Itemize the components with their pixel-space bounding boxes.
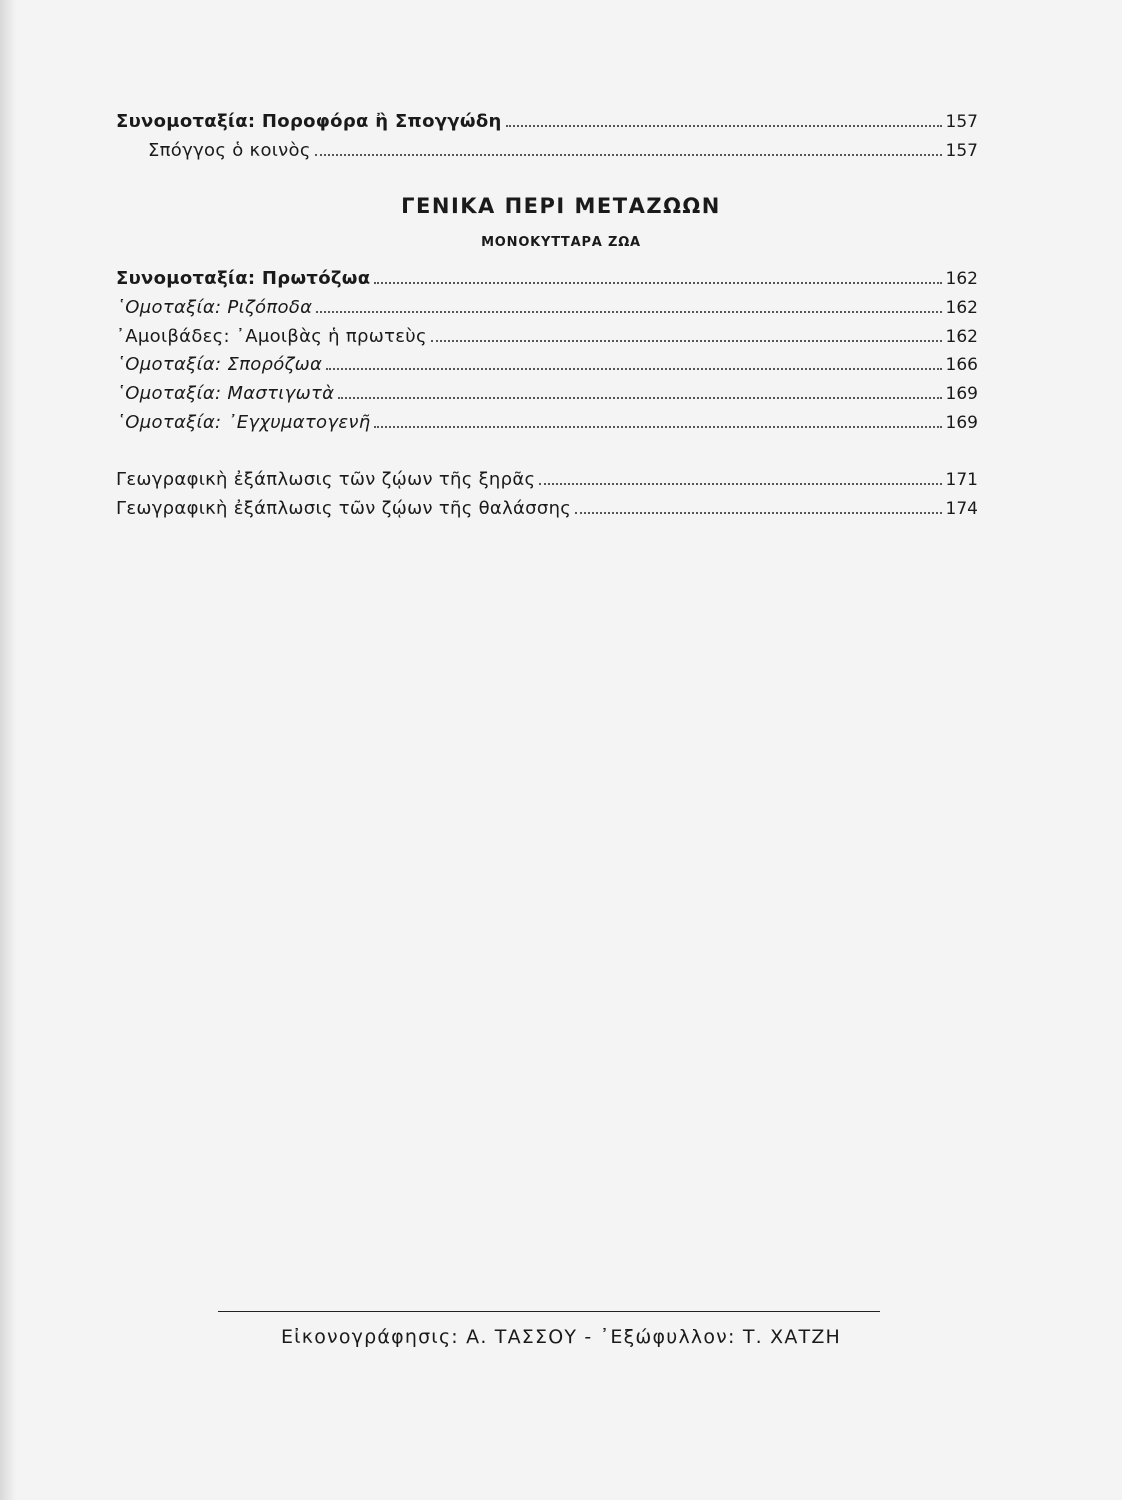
- toc-entry-label: Γεωγραφικὴ ἐξάπλωσις τῶν ζῴων τῆς θαλάσσης: [116, 498, 572, 519]
- illustration-credits: Εἰκονογράφησις: Α. ΤΑΣΣΟΥ - ᾿Εξώφυλλον: Τ. ΧΑΤΖΗ: [280, 1326, 842, 1348]
- dot-leader: [506, 125, 942, 127]
- toc-entry-label: Συνομοταξία: Πρωτόζωα: [116, 268, 371, 289]
- toc-entry-label: ῾Ομοταξία: Σπορόζωα: [116, 354, 323, 375]
- toc-entry-page: 162: [945, 269, 978, 289]
- dot-leader: [431, 340, 942, 342]
- dot-leader: [539, 483, 941, 485]
- toc-entry[interactable]: [116, 296, 978, 320]
- toc-entry[interactable]: [116, 325, 978, 349]
- toc-entry-label: ᾿Αμοιβάδες: ᾿Αμοιβὰς ἡ πρωτεὺς: [116, 326, 427, 347]
- toc-entry[interactable]: [116, 110, 978, 134]
- toc-entry[interactable]: [116, 468, 978, 492]
- toc-entry-label: Γεωγραφικὴ ἐξάπλωσις τῶν ζῴων τῆς ξηρᾶς: [116, 469, 536, 490]
- toc-entry-page: 169: [945, 413, 978, 433]
- toc-entry[interactable]: [148, 139, 978, 163]
- toc-entry-page: 171: [945, 470, 978, 490]
- page-edge-shadow: [0, 0, 16, 1500]
- dot-leader: [326, 368, 941, 370]
- toc-entry[interactable]: [116, 497, 978, 521]
- toc-entry-label: Σπόγγος ὁ κοινὸς: [148, 140, 311, 161]
- toc-entry-page: 174: [945, 499, 978, 519]
- dot-leader: [316, 311, 941, 313]
- toc-entry[interactable]: [116, 353, 978, 377]
- toc-entry-label: ῾Ομοταξία: Μαστιγωτὰ: [116, 383, 335, 404]
- toc-entry-page: 169: [945, 384, 978, 404]
- toc-entry-label: Συνομοταξία: Πορoφόρα ἢ Σπογγώδη: [116, 111, 502, 132]
- toc-entry[interactable]: [116, 411, 978, 435]
- toc-entry-page: 157: [945, 141, 978, 161]
- toc-entry-page: 162: [945, 327, 978, 347]
- toc-entry[interactable]: [116, 382, 978, 406]
- toc-entry-label: ῾Ομοταξία: ᾿Εγχυματογενῆ: [116, 412, 371, 433]
- dot-leader: [575, 512, 941, 514]
- toc-entry-page: 157: [945, 112, 978, 132]
- section-heading: ΓΕΝΙΚΑ ΠΕΡΙ ΜΕΤΑΖΩΩΝ: [401, 194, 721, 218]
- credits-divider: [218, 1311, 880, 1312]
- section-subheading: ΜΟΝΟΚΥΤΤΑΡΑ ΖΩΑ: [481, 235, 641, 250]
- dot-leader: [338, 397, 941, 399]
- dot-leader: [315, 154, 942, 156]
- toc-entry-label: ῾Ομοταξία: Ριζόποδα: [116, 297, 313, 318]
- toc-entry-page: 166: [945, 355, 978, 375]
- toc-entry[interactable]: [116, 267, 978, 291]
- toc-entry-page: 162: [945, 298, 978, 318]
- dot-leader: [374, 282, 941, 284]
- dot-leader: [374, 426, 941, 428]
